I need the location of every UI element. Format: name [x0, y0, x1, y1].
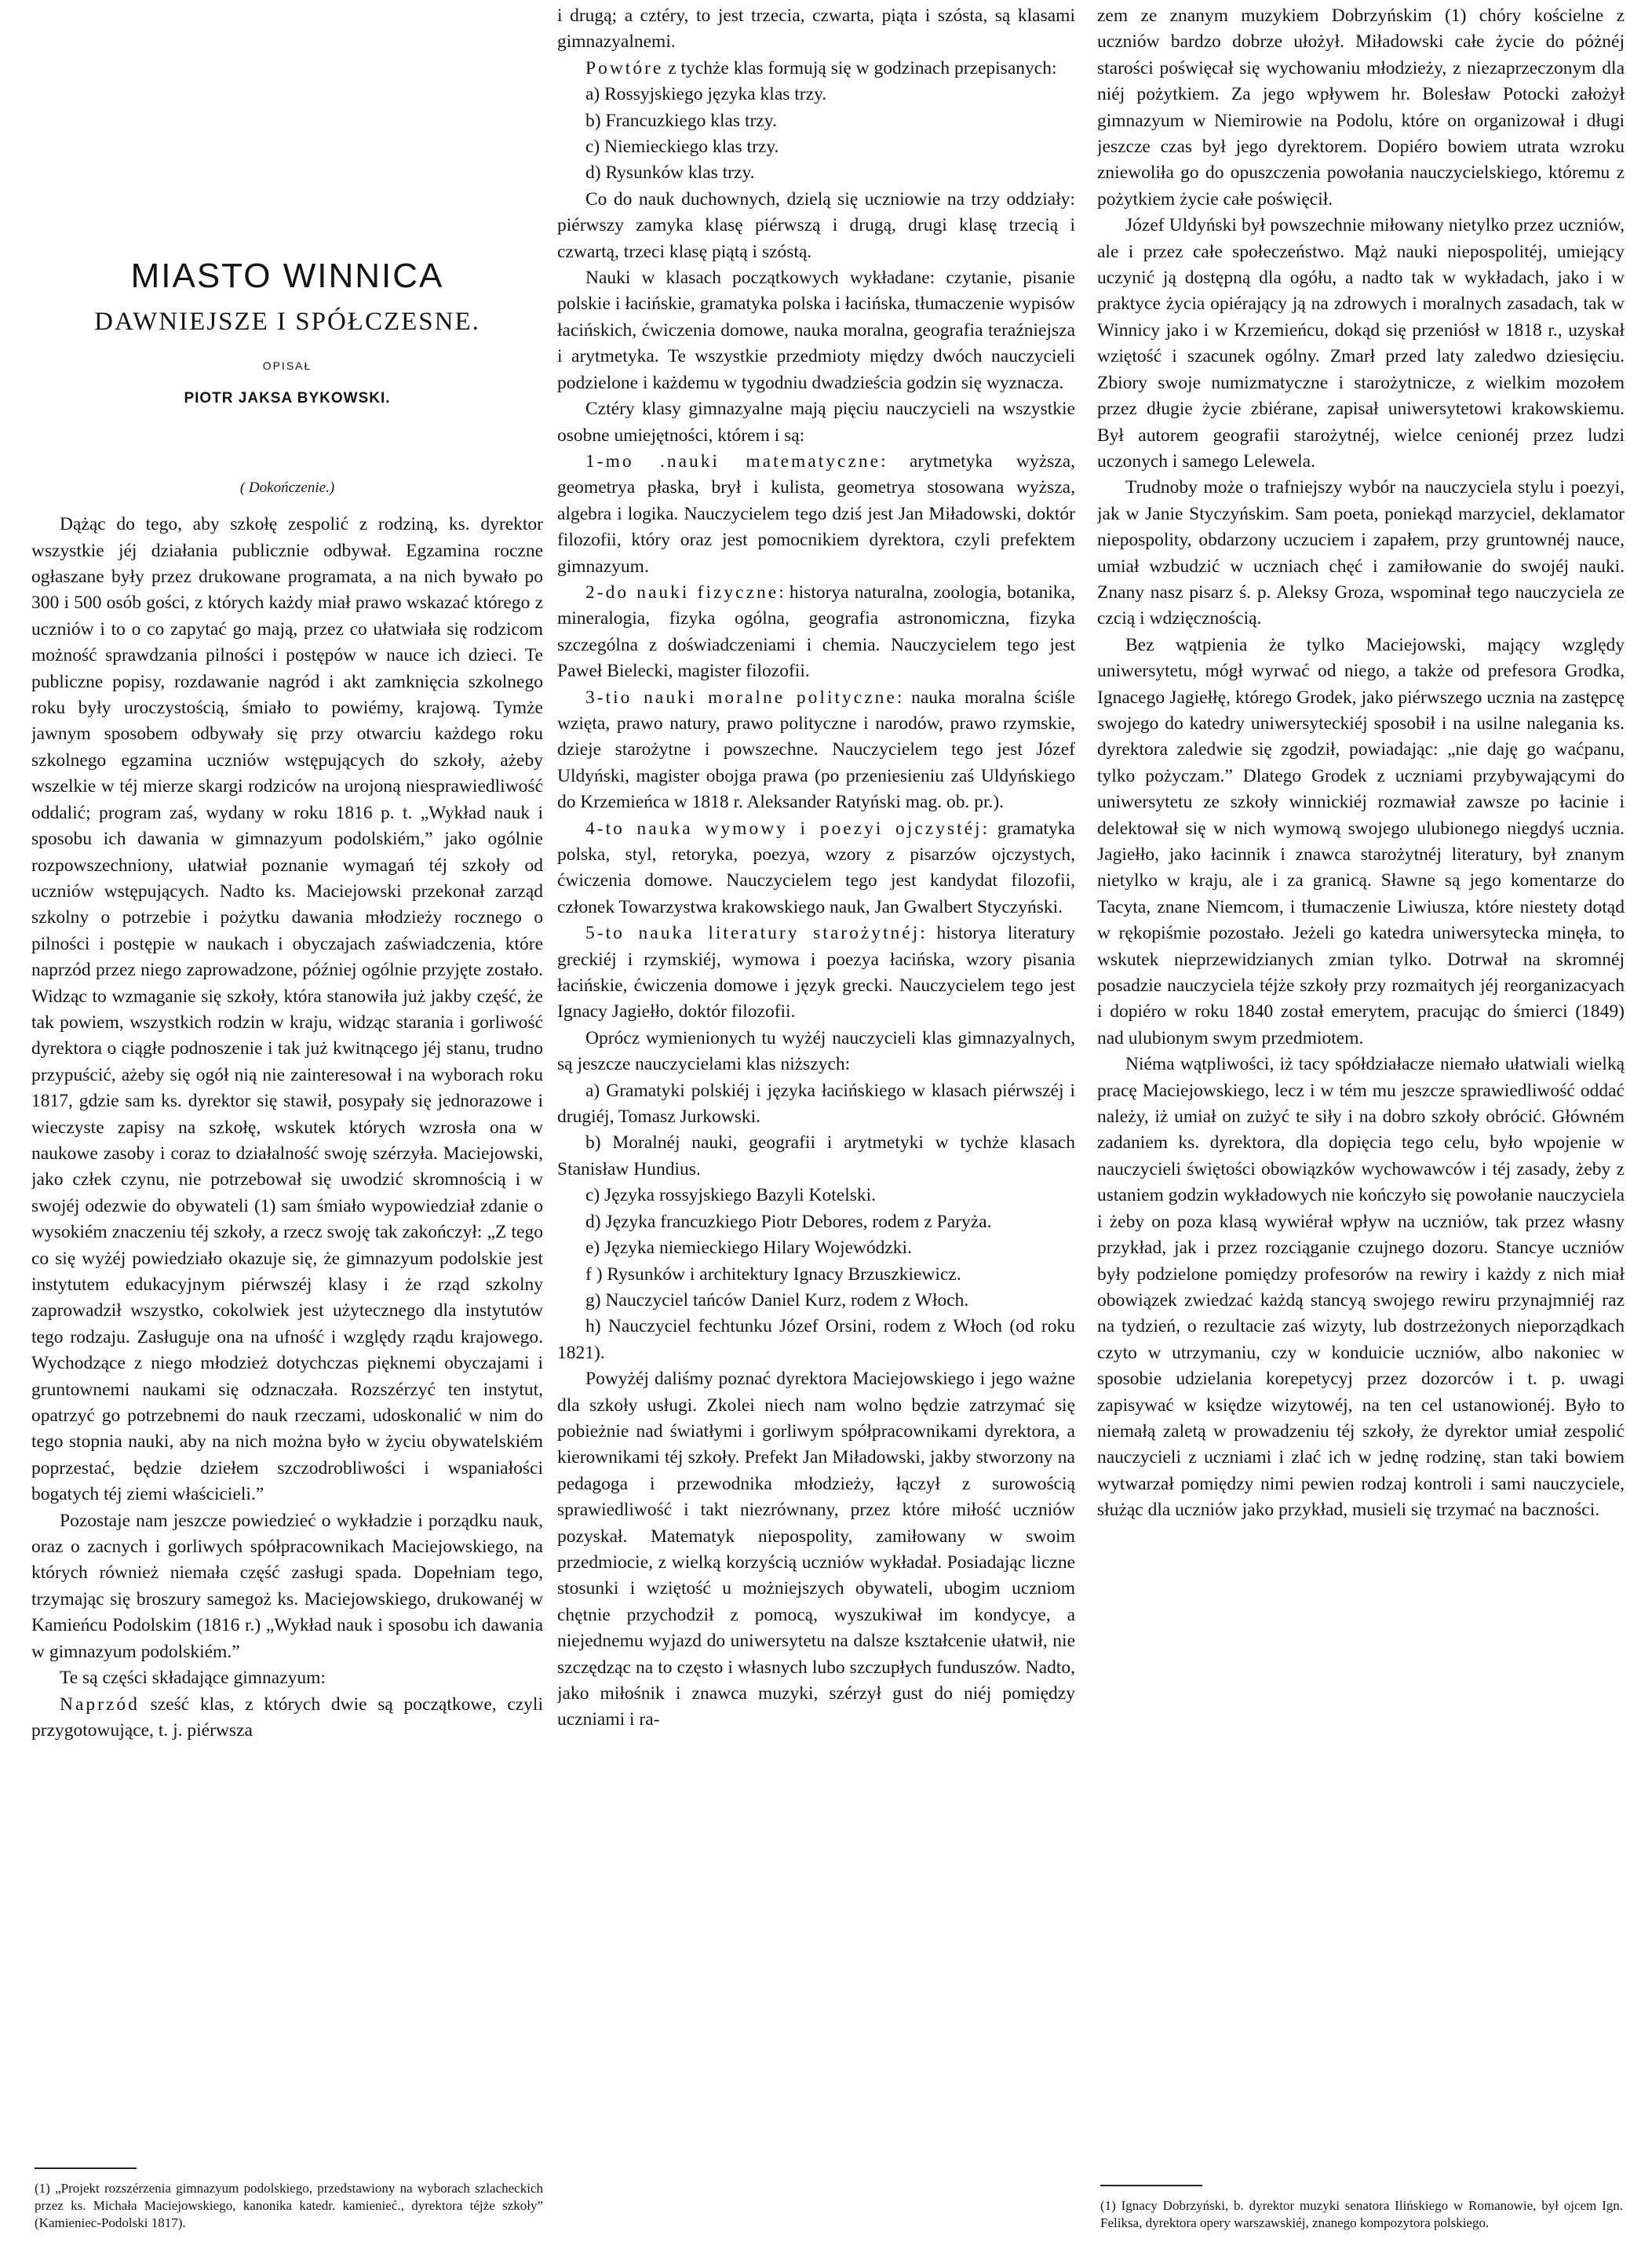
spaced-lead: 4-to nauka wymowy i poezyi ojczystéj	[585, 818, 983, 839]
paragraph-text: : arytmetyka wyższa, geometrya płaska, brył i kulista, geometrya stosowana wyższa, algebra i logika. Nauczycielem tego dziś jest Jan Miładowski, doktór filozofii, który oraz jest pomocnikiem dyrektora, czyli prefektem gimnazyum.	[557, 450, 1075, 577]
footnote-rule	[1100, 2185, 1202, 2186]
footnote-2: (1) Ignacy Dobrzyński, b. dyrektor muzyki senatora Ilińskiego w Romanowie, był ojcem Ign. Feliksa, dyrektora opery warszawskiéj, znanego kompozytora polskiego.	[1100, 2198, 1623, 2230]
column-2	[557, 3, 1075, 2255]
article-author: PIOTR JAKSA BYKOWSKI.	[184, 390, 391, 407]
subject-paragraph	[557, 685, 1075, 816]
paragraph: Powyżéj daliśmy poznać dyrektora Maciejowskiego i jego ważne dla szkoły usługi. Zkolei niech nam wolno będzie zatrzymać się pobieżnie nad światłymi i gorliwym spółpracownikami dyrektora, a kierownikami téj szkoły. Prefekt Jan Miładowski, jakby stworzony na pedagoga i przewodnika młodzieży, łączył z surowością sprawiedliwość i takt niezrównany, przez które miłość uczniów pozyskał. Matematyk niepospolity, zamiłowany w swoim przedmiocie, z wielką korzyścią uczniów wykładał. Posiadając liczne stosunki i wziętość u możniejszych obywateli, ubogim uczniom chętnie przychodził z pomocą, wyszukiwał im kondycye, a niejednemu wyjazd do uniwersytetu na dalsze kształcenie ułatwił, nie szczędząc na to często i własnych lubo szczupłych funduszów. Nadto, jako miłośnik i znawca muzyki, szérzył gust do niéj pomiędzy uczniami i ra-	[557, 1369, 1075, 1730]
list-item: d) Rysunków klas trzy.	[585, 162, 755, 184]
spaced-lead: 1-mo .nauki matematyczne	[585, 450, 881, 472]
paragraph: Oprócz wymienionych tu wyżéj nauczycieli klas gimnazyalnych, są jeszcze nauczycielami klas niższych:	[557, 1027, 1075, 1075]
paragraph: Dążąc do tego, aby szkołę zespolić z rodziną, ks. dyrektor wszystkie jéj działania publicznie odbywał. Egzamina roczne ogłaszane były przez drukowane programata, a na nich bywało po 300 i 500 osób gości, z których każdy miał prawo wskazać którego z uczniów i to o co zapytać go mają, przez co ułatwiała się rodzicom możność sprawdzania pilności i postępów w nauce ich dzieci. Te publiczne popisy, rozdawanie nagród i akt zamknięcia szkolnego roku były uroczystością, śmiało to powiémy, krajową. Tymże jawnym sposobem odbywały się przy otwarciu każdego roku szkolnego egzamina uczniów wstępujących do szkoły, ażeby wszelkie w téj mierze skargi rodziców na urojoną niesprawiedliwość oddalić; program zaś, wydany w roku 1816 p. t. „Wykład nauk i sposobu ich dawania w gimnazyum podolskiém,” jako ogólnie rozpowszechniony, ułatwiał poznanie wymagań téj szkoły od uczniów wstępujących. Nadto ks. Maciejowski przekonał zarząd szkolny o potrzebie i pożytku dawania młodzieży rocznego o pilności i postępie w naukach i obyczajach zaświadczenia, które naprzód przez niego zaprowadzone, później ogólnie przyjęte zostało. Widząc to wzmaganie się szkoły, która stanowiła już jakby część, że tak powiem, wszystkich rodzin w kraju, widząc starania i gorliwość dyrektora o ciągłe podnoszenie i tak już kwitnącego jéj stanu, trudno przypuścić, ażeby się ogół nią nie zainteresował i na wyborach roku 1817, gdzie sam ks. dyrektor się stawił, posypały się jednorazowe i wieczyste zapisy na szkołę, wskutek których wzrosła ona w naukowe zasoby i coraz to działalność swoję szérzyła. Maciejowski, jako człek czynu, nie potrzebował się uwodzić skromnością i w swojéj odezwie do obywateli (1) sam śmiało wypowiedział zdanie o wysokiém znaczeniu téj szkoły, a rzecz swoję tak zakończył: „Z tego co się wyżéj powiedziało okazuje się, że gimnazyum podolskie jest instytutem edukacyjnym piérwszéj klasy i że rząd szkolny zaprowadził wszystko, cokolwiek jest użytecznego dla instytutów tego rodzaju. Zasługuje ona na ufność i względy rządu krajowego. Wychodzące z niego młodzież dotychczas pięknemi obyczajami i gruntownemi naukami się odznaczała. Rozszérzyć ten instytut, opatrzyć go potrzebnemi do nauk rzeczami, udoskonalić w nim do tego stopnia nauki, aby na nich można było w życiu obywatelskiém poprzestać, będzie dziełem szczodrobliwości i wspaniałości bogatych téj ziemi właścicieli.”	[31, 514, 543, 1505]
paragraph-text: : historya naturalna, zoologia, botanika, mineralogia, fizyka ogólna, geografia astronomiczna, fizyka szczególna z doświadczeniami i chemia. Nauczycielem tego jest Paweł Bielecki, magister filozofii.	[557, 581, 1075, 682]
paragraph: Te są części składające gimnazyum:	[60, 1668, 326, 1689]
paragraph-text: sześć klas, z których dwie są początkowe, czyli przygotowujące, t. j. piérwsza	[31, 1693, 543, 1741]
spaced-lead: Naprzód	[60, 1693, 140, 1715]
paragraph: Co do nauk duchownych, dzielą się uczniowie na trzy oddziały: piérwszy zamyka klasę piérwszą i drugą, drugi klasę trzecią i czwartą, trzeci klasę piątą i szóstą.	[557, 188, 1075, 262]
subject-paragraph	[557, 449, 1075, 580]
paragraph-text: : nauka moralna ściśle wzięta, prawo natury, prawo polityczne i narodów, prawo rzymskie, dzieje starożytne i powszechne. Nauczycielem tego jest Józef Uldyński, magister obojga prawa (po przeniesieniu zaś Uldyńskiego do Krzemieńca w 1818 r. Aleksander Ratyński mag. ob. pr.).	[557, 687, 1075, 813]
spaced-lead: 5-to nauka literatury starożytnéj	[585, 923, 921, 944]
footnote-rule	[35, 2167, 137, 2169]
list-item: a) Gramatyki polskiéj i języka łacińskiego w klasach piérwszéj i drugiéj, Tomasz Jurkowski.	[557, 1080, 1075, 1128]
list-item: d) Języka francuzkiego Piotr Debores, rodem z Paryża.	[585, 1211, 992, 1232]
list-item: b) Moralnéj nauki, geografii i arytmetyki w tychże klasach Stanisław Hundius.	[557, 1132, 1075, 1179]
paragraph: i drugą; a cztéry, to jest trzecia, czwarta, piąta i szósta, są klasami gimnazyalnemi.	[557, 5, 1075, 53]
paragraph: Józef Uldyński był powszechnie miłowany nietylko przez uczniów, ale i przez całe społeczeństwo. Mąż nauki niepospolitéj, umiejący uczynić ją dostępną dla ogółu, a nadto tak w wykładach, jako i w praktyce życia opiérający ją na zdrowych i moralnych zasadach, tak w Winnicy jako i w Krzemieńcu, dokąd się przeniósł w 1818 r., uzyskał wziętość i szacunek ogólny. Zmarł przed laty zaledwo dziesięciu. Zbiory swoje numizmatyczne i starożytnicze, z wielkim mozołem przez długie życie zbiérane, zapisał uniwersytetowi krakowskiemu. Był autorem geografii starożytnéj, wielce cenionéj przez ludzi uczonych i samego Lelewela.	[1097, 215, 1625, 472]
column-3	[1097, 3, 1625, 2255]
column-1	[31, 3, 543, 2255]
article-title: MIASTO WINNICA	[130, 257, 444, 295]
spaced-lead: Powtóre	[585, 57, 664, 78]
continuation-note: ( Dokończenie.)	[239, 479, 335, 496]
paragraph: Nauki w klasach początkowych wykładane: czytanie, pisanie polskie i łacińskie, gramatyka polska i łacińska, tłumaczenie wypisów łacińskich, ćwiczenia domowe, nauka moralna, geografia teraźniejsza i arytmetyka. Te wszystkie przedmioty między dwóch nauczycieli podzielone i każdemu w tygodniu dwadzieścia godzin się wyznacza.	[557, 268, 1075, 393]
subject-paragraph	[557, 580, 1075, 685]
paragraph-text: : historya literatury greckiéj i rzymskiéj, wymowa i poezya łacińska, wzory pisania łacińskie, ćwiczenia domowe i język grecki. Nauczycielem tego jest Ignacy Jagiełło, doktór filozofii.	[557, 923, 1075, 1023]
paragraph: Cztéry klasy gimnazyalne mają pięciu nauczycieli na wszystkie osobne umiejętności, którem i są:	[557, 399, 1075, 446]
list-item: f ) Rysunków i architektury Ignacy Brzuszkiewicz.	[585, 1263, 961, 1285]
spaced-lead: 2-do nauki fizyczne	[585, 581, 779, 603]
paragraph-text: : gramatyka polska, styl, retoryka, poezya, wzory z pisarzów ojczystych, ćwiczenia domowe. Nauczycielem tego jest kandydat filozofii, członek Towarzystwa krakowskiego nauk, Jan Gwalbert Styczyński.	[557, 818, 1075, 917]
list-item: c) Niemieckiego klas trzy.	[585, 137, 779, 158]
paragraph: Bez wątpienia że tylko Maciejowski, mający względy uniwersytetu, mógł wyrwać od niego, a także od prefesora Grodka, Ignacego Jagiełłę, którego Grodek, jako piérwszego ucznia na zastępcę swojego do katedry uniwersyteckiéj sposobił i na usilne nalegania ks. dyrektora zaledwie się zgodził, powiadając: „nie daję go waćpanu, tylko pożyczam.” Dlatego Grodek z uczniami przybywającymi do uniwersytetu ze szkoły winnickiéj rozmawiał zawsze po łacinie i delektował się w nich wymową swojego ulubionego niegdyś ucznia. Jagiełło, jako łacinnik i znawca starożytnéj literatury, był znanym nietylko w kraju, ale i za granicą. Sławne są jego komentarze do Tacyta, znane Niemcom, i tłumaczenie Liwiusza, które niestety dotąd w rękopiśmie pozostało. Jeżeli go katedra uniwersytecka minęła, to wskutek nieprzewidzianych zmian tylko. Dotrwał na skromnéj posadzie nauczyciela téjże szkoły przy rozmaitych jéj reorganizacyach i dopiéro w roku 1840 został emerytem, pracując do śmierci (1849) nad ulubionym swym przedmiotem.	[1097, 634, 1625, 1048]
paragraph: Niéma wątpliwości, iż tacy spółdziałacze niemało ułatwiali wielką pracę Maciejowskiego, lecz i w tém mu jeszcze sprawiedliwość oddać należy, iż umiał on zużyć te siły i na dobro szkoły obrócić. Główném zadaniem ks. dyrektora, dla dopięcia tego celu, było wpojenie w nauczycieli świętości obowiązków wychowawców i téj zasady, żeby z ustaniem godzin wykładowych nie kończyło się powołanie nauczyciela i żeby on poza klasą wywiérał wpływ na uczniów, tak przez własny przykład, jak i przez rozciąganie czujnego dozoru. Stancye uczniów były podzielone pomiędzy profesorów na rewiry i każdy z nich miał obowiązek zwiedzać każdą stancyą swojego rewiru przynajmniéj raz na tydzień, o rezultacie zaś wizyty, lub dostrzeżonych nieporządkach czyto w utrzymaniu, czy w konduicie uczniów, albo nakoniec w sposobie udzielania korepetycyj przez dozorców i t. p. uwagi zapisywać w księdze wizytowéj, na ten cel ustanowionéj. Było to niemałą zaletą w prowadzeniu téj szkoły, że dyrektor umiał zespolić nauczycieli z uczniami i zlać ich w jednę rodzinę, stan taki bowiem wytwarzał pomiędzy nimi pewien rodzaj kontroli i sami nauczyciele, służąc dla uczniów jako przykład, musieli się trzymać na baczności.	[1097, 1054, 1625, 1521]
footnote-1: (1) „Projekt rozszérzenia gimnazyum podolskiego, przedstawiony na wyborach szlacheckich przez ks. Michała Maciejowskiego, kanonika katedr. kamienieć., dyrektora téjże szkoły” (Kamieniec-Podolski 1817).	[35, 2181, 543, 2230]
subject-paragraph	[557, 921, 1075, 1026]
article-byline: OPISAŁ	[262, 359, 312, 372]
paragraph: Pozostaje nam jeszcze powiedzieć o wykładzie i porządku nauk, oraz o zacnych i gorliwych spółpracownikach Maciejowskiego, na których również niemała część zasługi spada. Dopełniam tego, trzymając się broszury samegoż ks. Maciejowskiego, drukowanéj w Kamieńcu Podolskim (1816 r.) „Wykład nauk i sposobu ich dawania w gimnazyum podolskiém.”	[31, 1510, 543, 1662]
list-item: b) Francuzkiego klas trzy.	[585, 110, 777, 131]
list-item: g) Nauczyciel tańców Daniel Kurz, rodem z Włoch.	[585, 1289, 969, 1311]
list-item: h) Nauczyciel fechtunku Józef Orsini, rodem z Włoch (od roku 1821).	[557, 1316, 1075, 1363]
paragraph	[557, 56, 1075, 82]
paragraph: Trudnoby może o trafniejszy wybór na nauczyciela stylu i poezyi, jak w Janie Styczyńskim. Sam poeta, poniekąd marzyciel, deklamator niepospolity, obdarzony uczuciem i zapałem, przy gruntownéj nauce, umiał wzbudzić w uczniach chęć i zamiłowanie do swojéj nauki. Znany nasz pisarz ś. p. Aleksy Groza, wspominał tego nauczyciela ze czcią i wdzięcznością.	[1097, 477, 1625, 629]
paragraph-text: z tychże klas formują się w godzinach przepisanych:	[663, 57, 1057, 78]
article-header	[31, 254, 543, 412]
spaced-lead: 3-tio nauki moralne polityczne	[585, 687, 897, 708]
paragraph	[31, 1692, 543, 1744]
list-item: a) Rossyjskiego języka klas trzy.	[585, 84, 827, 105]
subject-paragraph	[557, 816, 1075, 921]
article-subtitle: DAWNIEJSZE I SPÓŁCZESNE.	[94, 308, 480, 336]
list-item: c) Języka rossyjskiego Bazyli Kotelski.	[585, 1185, 877, 1206]
paragraph: zem ze znanym muzykiem Dobrzyńskim (1) chóry kościelne z uczniów bardzo dobrze ułożył. Miładowski całe życie do póżnéj starości poświęcał się wychowaniu młodzieży, z niezaprzeczonym dla niéj pożytkiem. Za jego wpływem hr. Bolesław Potocki założył gimnazyum w Niemirowie na Podolu, które on organizował i długi jeszcze czas był jego dyrektorem. Dopiéro bowiem utrata wzroku zniewoliła go do opuszczenia powołania nauczycielskiego, któremu z pożytkiem życie całe poświęcił.	[1097, 5, 1625, 210]
list-item: e) Języka niemieckiego Hilary Wojewódzki.	[585, 1238, 912, 1259]
